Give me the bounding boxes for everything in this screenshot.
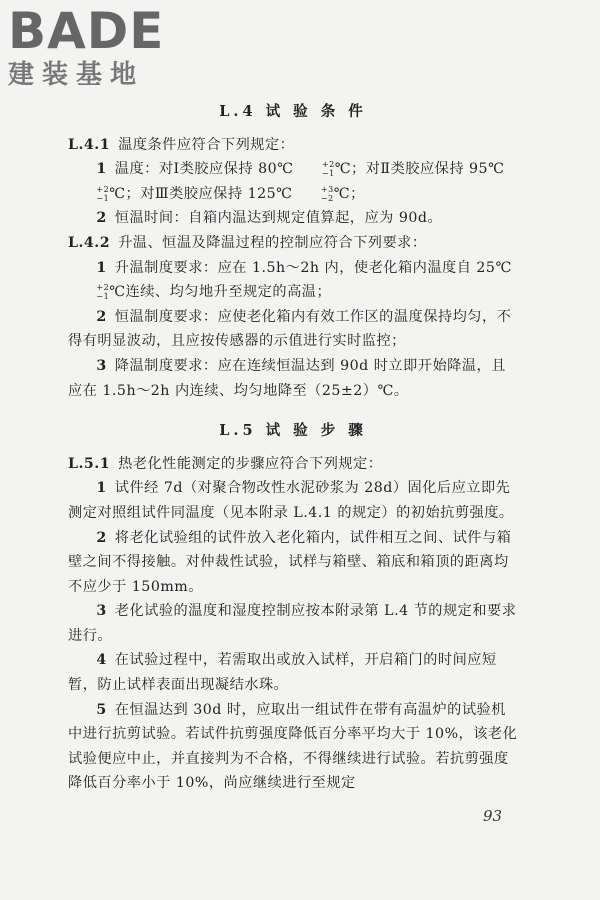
item-number: 2 bbox=[96, 308, 107, 325]
section-title: L.5 试 验 步 骤 bbox=[219, 422, 367, 440]
clause-text: 热老化性能测定的步骤应符合下列规定： bbox=[118, 455, 383, 472]
item-text: ℃；对Ⅲ类胶应保持 125℃ bbox=[109, 185, 293, 202]
item-number: 2 bbox=[96, 210, 107, 227]
clause-number: L.5.1 bbox=[68, 455, 111, 472]
item-number: 3 bbox=[96, 603, 107, 620]
tolerance: +3 −2 bbox=[320, 184, 334, 203]
list-item bbox=[68, 157, 518, 206]
clause-l42 bbox=[68, 231, 518, 256]
item-text: ℃；对Ⅱ类胶应保持 95℃ bbox=[334, 161, 505, 178]
item-text: ℃连续、均匀地升至规定的高温； bbox=[109, 284, 332, 301]
clause-text: 温度条件应符合下列规定： bbox=[118, 136, 295, 153]
item-text: 恒温时间：自箱内温达到规定值算起，应为 90d。 bbox=[114, 210, 443, 227]
item-text: 在恒温达到 30d 时，应取出一组试件在带有高温炉的试验机中进行抗剪试验。若试件抗剪强度降低百分率平均大于 10%，该老化试验便应中止，并直接判为不合格，不得继续进行试验。若抗剪强度降低百分率小于 10%，尚应继续进行至规定 bbox=[68, 701, 518, 792]
item-text: 老化试验的温度和湿度控制应按本附录第 L.4 节的规定和要求进行。 bbox=[68, 603, 517, 644]
clause-l51 bbox=[68, 452, 518, 477]
list-item bbox=[68, 256, 518, 305]
item-text: 温度：对Ⅰ类胶应保持 80℃ bbox=[114, 161, 294, 178]
item-number: 2 bbox=[96, 529, 107, 546]
list-item bbox=[68, 599, 518, 648]
item-text: 将老化试验组的试件放入老化箱内，试件相互之间、试件与箱壁之间不得接触。对仲裁性试验，试样与箱壁、箱底和箱顶的距离均不应少于 150mm。 bbox=[68, 529, 512, 595]
item-number: 4 bbox=[96, 652, 107, 669]
item-number: 1 bbox=[96, 480, 107, 497]
clause-number: L.4.1 bbox=[68, 136, 111, 153]
item-number: 1 bbox=[96, 259, 107, 276]
clause-l41 bbox=[68, 133, 518, 158]
list-item bbox=[68, 206, 518, 231]
item-text: ℃； bbox=[333, 185, 365, 202]
item-number: 5 bbox=[96, 701, 107, 718]
list-item bbox=[68, 305, 518, 354]
list-item bbox=[68, 526, 518, 600]
clause-text: 升温、恒温及降温过程的控制应符合下列要求： bbox=[118, 234, 427, 251]
section-title: L.4 试 验 条 件 bbox=[219, 103, 367, 120]
list-item bbox=[68, 698, 518, 796]
tolerance: +2 −1 bbox=[321, 160, 335, 179]
list-item bbox=[68, 354, 518, 403]
item-text: 试件经 7d（对聚合物改性水泥砂浆为 28d）固化后应立即先测定对照组试件同温度（见本附录 L.4.1 的规定）的初始抗剪强度。 bbox=[68, 480, 514, 521]
item-text: 升温制度要求：应在 1.5h～2h 内，使老化箱内温度自 25℃ bbox=[114, 259, 512, 276]
list-item bbox=[68, 648, 518, 697]
item-text: 降温制度要求：应在连续恒温达到 90d 时立即开始降温，且应在 1.5h～2h 内连续、均匀地降至（25±2）℃。 bbox=[68, 357, 506, 399]
item-number: 3 bbox=[96, 357, 107, 374]
document-body bbox=[68, 100, 518, 796]
item-text: 恒温制度要求：应使老化箱内有效工作区的温度保持均匀，不得有明显波动，且应按传感器的示值进行实时监控； bbox=[68, 308, 512, 350]
tolerance: +2 −1 bbox=[96, 184, 110, 203]
logo bbox=[8, 2, 178, 90]
logo-subtext: 建装基地 bbox=[8, 60, 145, 90]
item-text: 在试验过程中，若需取出或放入试样，开启箱门的时间应短暂，防止试样表面出现凝结水珠。 bbox=[68, 652, 497, 694]
clause-number: L.4.2 bbox=[68, 234, 111, 251]
spacer bbox=[68, 403, 518, 419]
logo-text: BADE bbox=[8, 2, 165, 60]
tolerance: +2 −1 bbox=[96, 283, 110, 302]
list-item bbox=[68, 476, 518, 525]
page-number: 93 bbox=[483, 807, 503, 825]
item-number: 1 bbox=[96, 161, 107, 178]
